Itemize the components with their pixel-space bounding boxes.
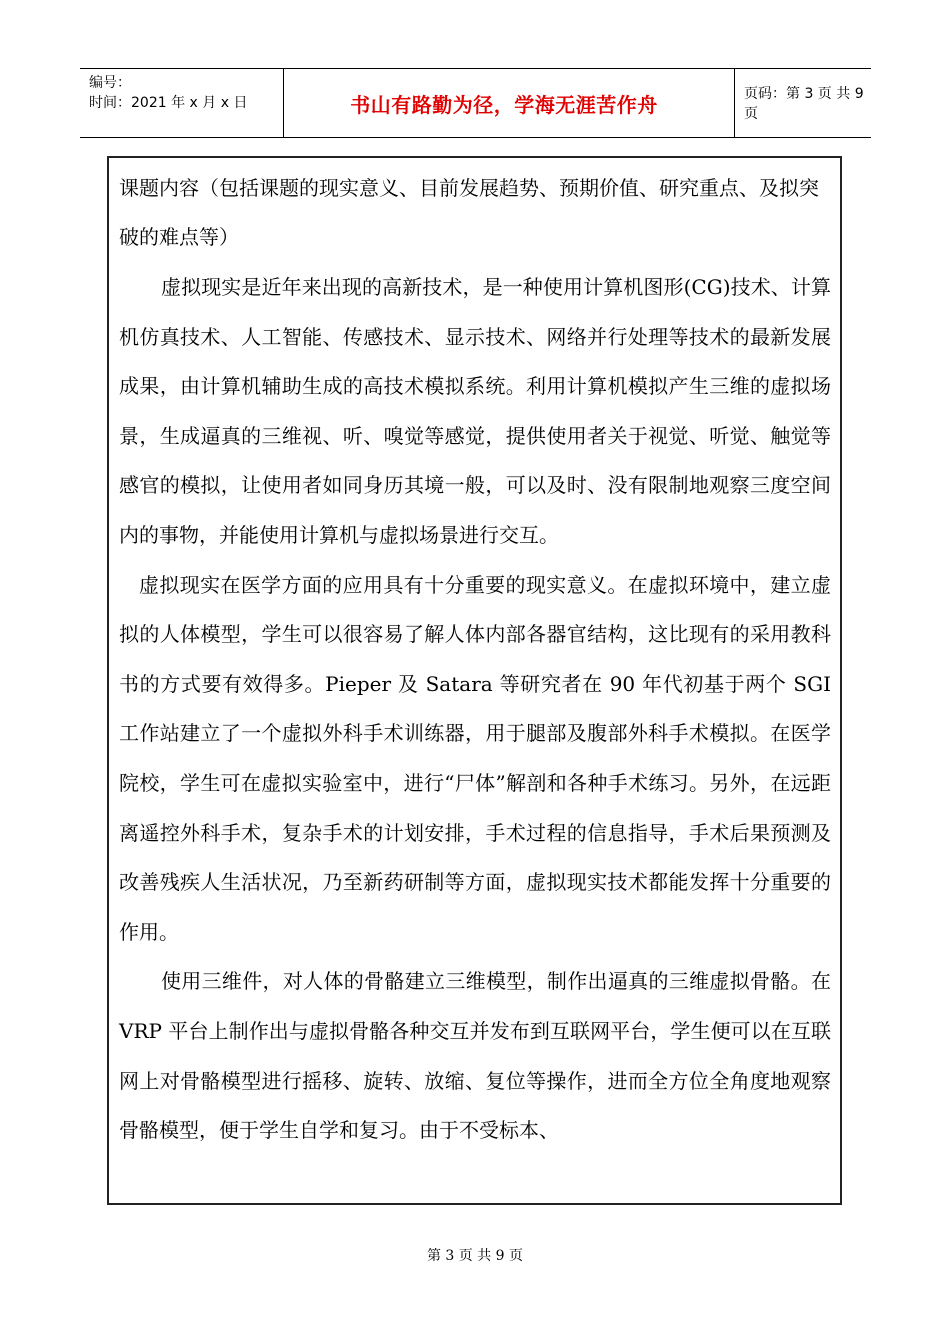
number-label: 编号：	[89, 75, 131, 91]
page-code: 页码：第 3 页 共 9 页	[744, 86, 864, 122]
content-body	[119, 164, 831, 1156]
motto-text: 书山有路勤为径，学海无涯苦作舟	[350, 92, 658, 117]
time-label: 时间：2021 年 x 月 x 日	[89, 95, 248, 111]
page-footer: 第 3 页 共 9 页	[426, 1248, 524, 1264]
header-motto-cell	[284, 69, 735, 137]
content-table-cell	[107, 156, 842, 1205]
page-header	[80, 68, 871, 138]
paragraph-2: 虚拟现实在医学方面的应用具有十分重要的现实意义。在虚拟环境中，建立虚拟的人体模型，学生可以很容易了解人体内部各器官结构，这比现有的采用教科书的方式要有效得多。Pieper 及 Satara 等研究者在 90 年代初基于两个 SGI 工作站建立了一个虚拟外科手术训练器，用于腿部及腹部外科手术模拟。在医学院校，学生可在虚拟实验室中，进行“尸体”解剖和各种手术练习。另外，在远距离遥控外科手术，复杂手术的计划安排，手术过程的信息指导，手术后果预测及改善残疾人生活状况，乃至新药研制等方面，虚拟现实技术都能发挥十分重要的作用。	[119, 572, 831, 944]
paragraph-3: 使用三维件，对人体的骨骼建立三维模型，制作出逼真的三维虚拟骨骼。在 VRP 平台上制作出与虚拟骨骼各种交互并发布到互联网平台，学生便可以在互联网上对骨骼模型进行摇移、旋转、放缩、复位等操作，进而全方位全角度地观察骨骼模型，便于学生自学和复习。由于不受标本、	[119, 969, 831, 1143]
header-meta-cell	[80, 69, 284, 137]
paragraph-1: 虚拟现实是近年来出现的高新技术，是一种使用计算机图形(CG)技术、计算机仿真技术、人工智能、传感技术、显示技术、网络并行处理等技术的最新发展成果，由计算机辅助生成的高技术模拟系统。利用计算机模拟产生三维的虚拟场景，生成逼真的三维视、听、嗅觉等感觉，提供使用者关于视觉、听觉、触觉等感官的模拟，让使用者如同身历其境一般，可以及时、没有限制地观察三度空间内的事物，并能使用计算机与虚拟场景进行交互。	[119, 275, 831, 547]
section-title: 课题内容（包括课题的现实意义、目前发展趋势、预期价值、研究重点、及拟突破的难点等）	[119, 176, 819, 249]
